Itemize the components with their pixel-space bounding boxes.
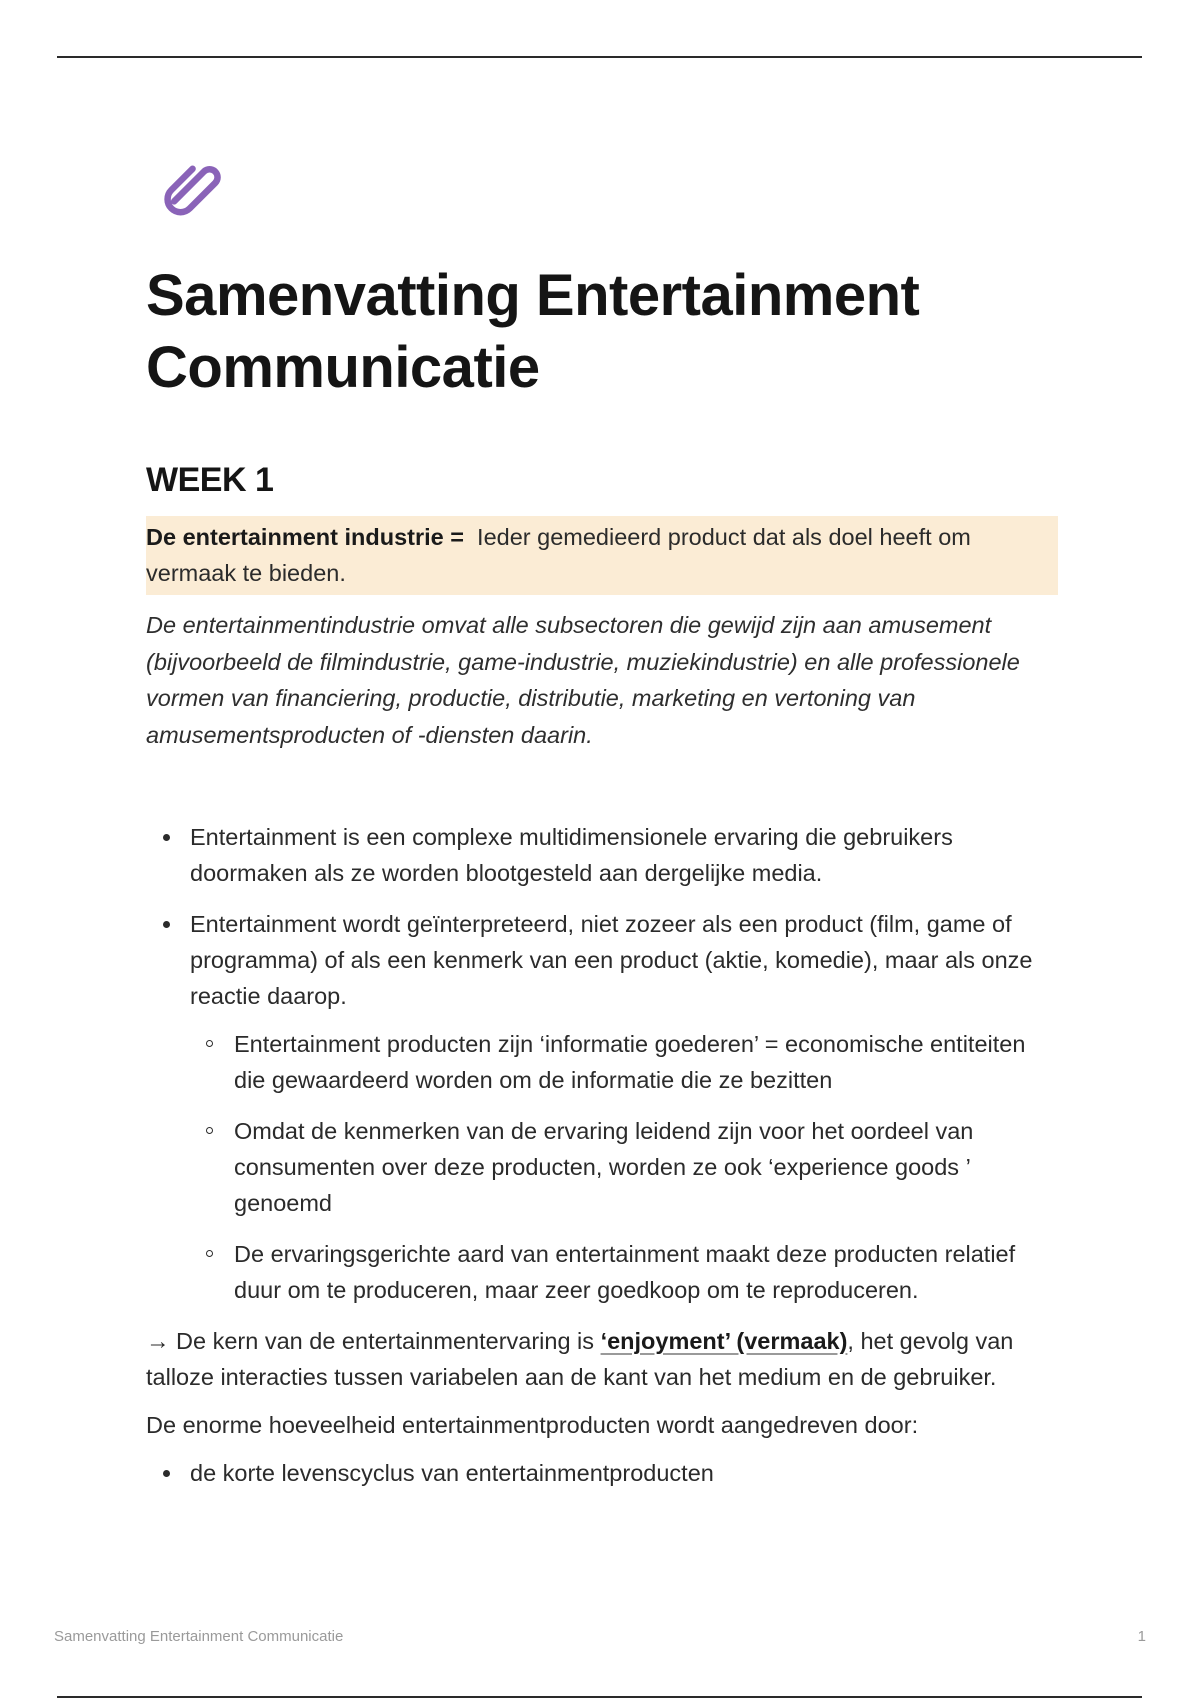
definition-term: De entertainment industrie = xyxy=(146,524,464,550)
paperclip-icon xyxy=(154,150,234,230)
list-item xyxy=(146,906,1061,1308)
list-item-text: Entertainment wordt geïnterpreteerd, niet zozeer als een product (film, game of programma) of als een kenmerk van een product (aktie, komedie), maar als onze reactie daarop. xyxy=(190,911,1033,1009)
core-suffix: , het gevolg van talloze interacties tussen variabelen aan de kant van het medium en de gebruiker. xyxy=(146,1328,1014,1390)
italic-paragraph: De entertainmentindustrie omvat alle subsectoren die gewijd zijn aan amusement (bijvoorbeeld de filmindustrie, game-industrie, muziekindustrie) en alle professionele vormen van financiering, productie, distributie, marketing en vertoning van amusementsproducten of -diensten daarin. xyxy=(146,612,1020,748)
core-paragraph xyxy=(146,1323,1061,1395)
footer-title: Samenvatting Entertainment Communicatie xyxy=(54,1628,344,1645)
core-prefix: → De kern van de entertainmentervaring is xyxy=(146,1328,601,1354)
section-heading: WEEK 1 xyxy=(146,461,274,499)
sub-list-item: De ervaringsgerichte aard van entertainment maakt deze producten relatief duur om te produceren, maar zeer goedkoop om te reproduceren. xyxy=(146,1236,1061,1308)
page-title: Samenvatting Entertainment Communicatie xyxy=(146,263,920,400)
definition-callout xyxy=(146,516,1058,595)
top-rule xyxy=(57,56,1142,58)
sub-list-item: Omdat de kenmerken van de ervaring leidend zijn voor het oordeel van consumenten over deze producten, worden ze ook ‘experience goods ’ genoemd xyxy=(146,1113,1061,1221)
document-page xyxy=(146,150,1061,1506)
page-number: 1 xyxy=(1137,1628,1146,1645)
bottom-rule xyxy=(57,1696,1142,1698)
driven-list xyxy=(146,1455,1061,1491)
definition-text: Ieder gemedieerd product dat als doel heeft om vermaak te bieden. xyxy=(146,524,971,586)
sub-bullet-list xyxy=(190,1026,1061,1308)
driven-intro: De enorme hoeveelheid entertainmentproducten wordt aangedreven door: xyxy=(146,1412,919,1438)
sub-list-item: Entertainment producten zijn ‘informatie goederen’ = economische entiteiten die gewaardeerd worden om de informatie die ze bezitten xyxy=(146,1026,1061,1098)
list-item: de korte levenscyclus van entertainmentproducten xyxy=(146,1455,1061,1491)
list-item: Entertainment is een complexe multidimensionele ervaring die gebruikers doormaken als ze worden blootgesteld aan dergelijke media. xyxy=(146,819,1061,891)
bullet-list xyxy=(146,819,1061,1308)
core-emphasis: ‘enjoyment’ (vermaak) xyxy=(600,1328,848,1354)
